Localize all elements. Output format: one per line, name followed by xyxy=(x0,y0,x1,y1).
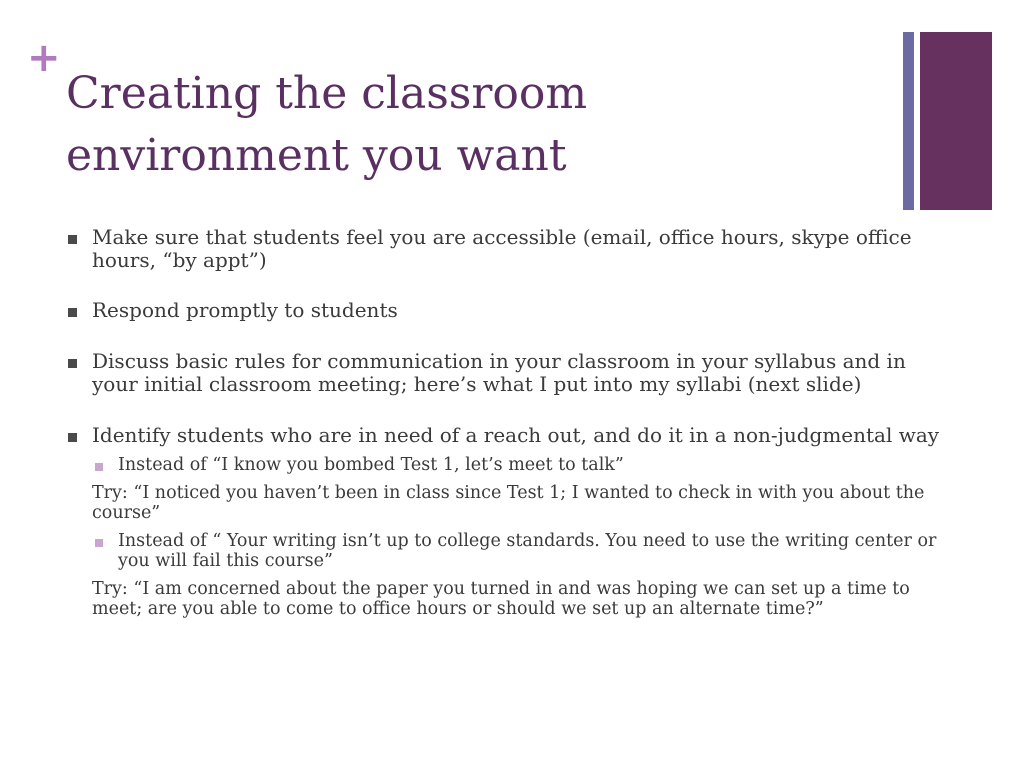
square-bullet-icon xyxy=(68,433,77,442)
square-sub-bullet-icon xyxy=(95,463,103,471)
sub-bullet-text: Instead of “ Your writing isn’t up to college standards. You need to use the writing center or you will fail this course” xyxy=(118,531,937,571)
title-line-2: environment you want xyxy=(66,130,567,181)
sub-bullet-text: Instead of “I know you bombed Test 1, let’s meet to talk” xyxy=(118,455,624,475)
try-text-2: Try: “I am concerned about the paper you turned in and was hoping we can set up a time to meet; are you able to come to office hours or should we set up an alternate time?” xyxy=(92,579,910,619)
square-bullet-icon xyxy=(68,235,77,244)
try-text-1: Try: “I noticed you haven’t been in class since Test 1; I wanted to check in with you about the course” xyxy=(92,483,925,523)
sub-bullet-instead-2 xyxy=(118,531,946,571)
title-line-1: Creating the classroom xyxy=(66,68,588,119)
plus-icon: + xyxy=(27,35,61,81)
square-bullet-icon xyxy=(68,308,77,317)
square-sub-bullet-icon xyxy=(95,539,103,547)
bullet-accessible xyxy=(66,226,946,272)
sub-bullet-instead-1 xyxy=(118,455,946,475)
bullet-rules xyxy=(66,350,946,396)
square-bullet-icon xyxy=(68,359,77,368)
accent-bar-thick xyxy=(920,32,992,210)
bullet-text: Discuss basic rules for communication in your classroom in your syllabus and in your initial classroom meeting; here’s what I put into my syllabi (next slide) xyxy=(92,349,906,396)
accent-bar-thin xyxy=(903,32,914,210)
bullet-text: Identify students who are in need of a reach out, and do it in a non-judgmental way xyxy=(92,423,940,447)
bullet-respond xyxy=(66,299,946,322)
slide-title xyxy=(66,63,866,187)
bullet-identify xyxy=(66,424,946,447)
bullet-text: Respond promptly to students xyxy=(92,298,398,322)
bullet-text: Make sure that students feel you are accessible (email, office hours, skype office hours, “by appt”) xyxy=(92,225,912,272)
slide-content xyxy=(66,222,946,619)
